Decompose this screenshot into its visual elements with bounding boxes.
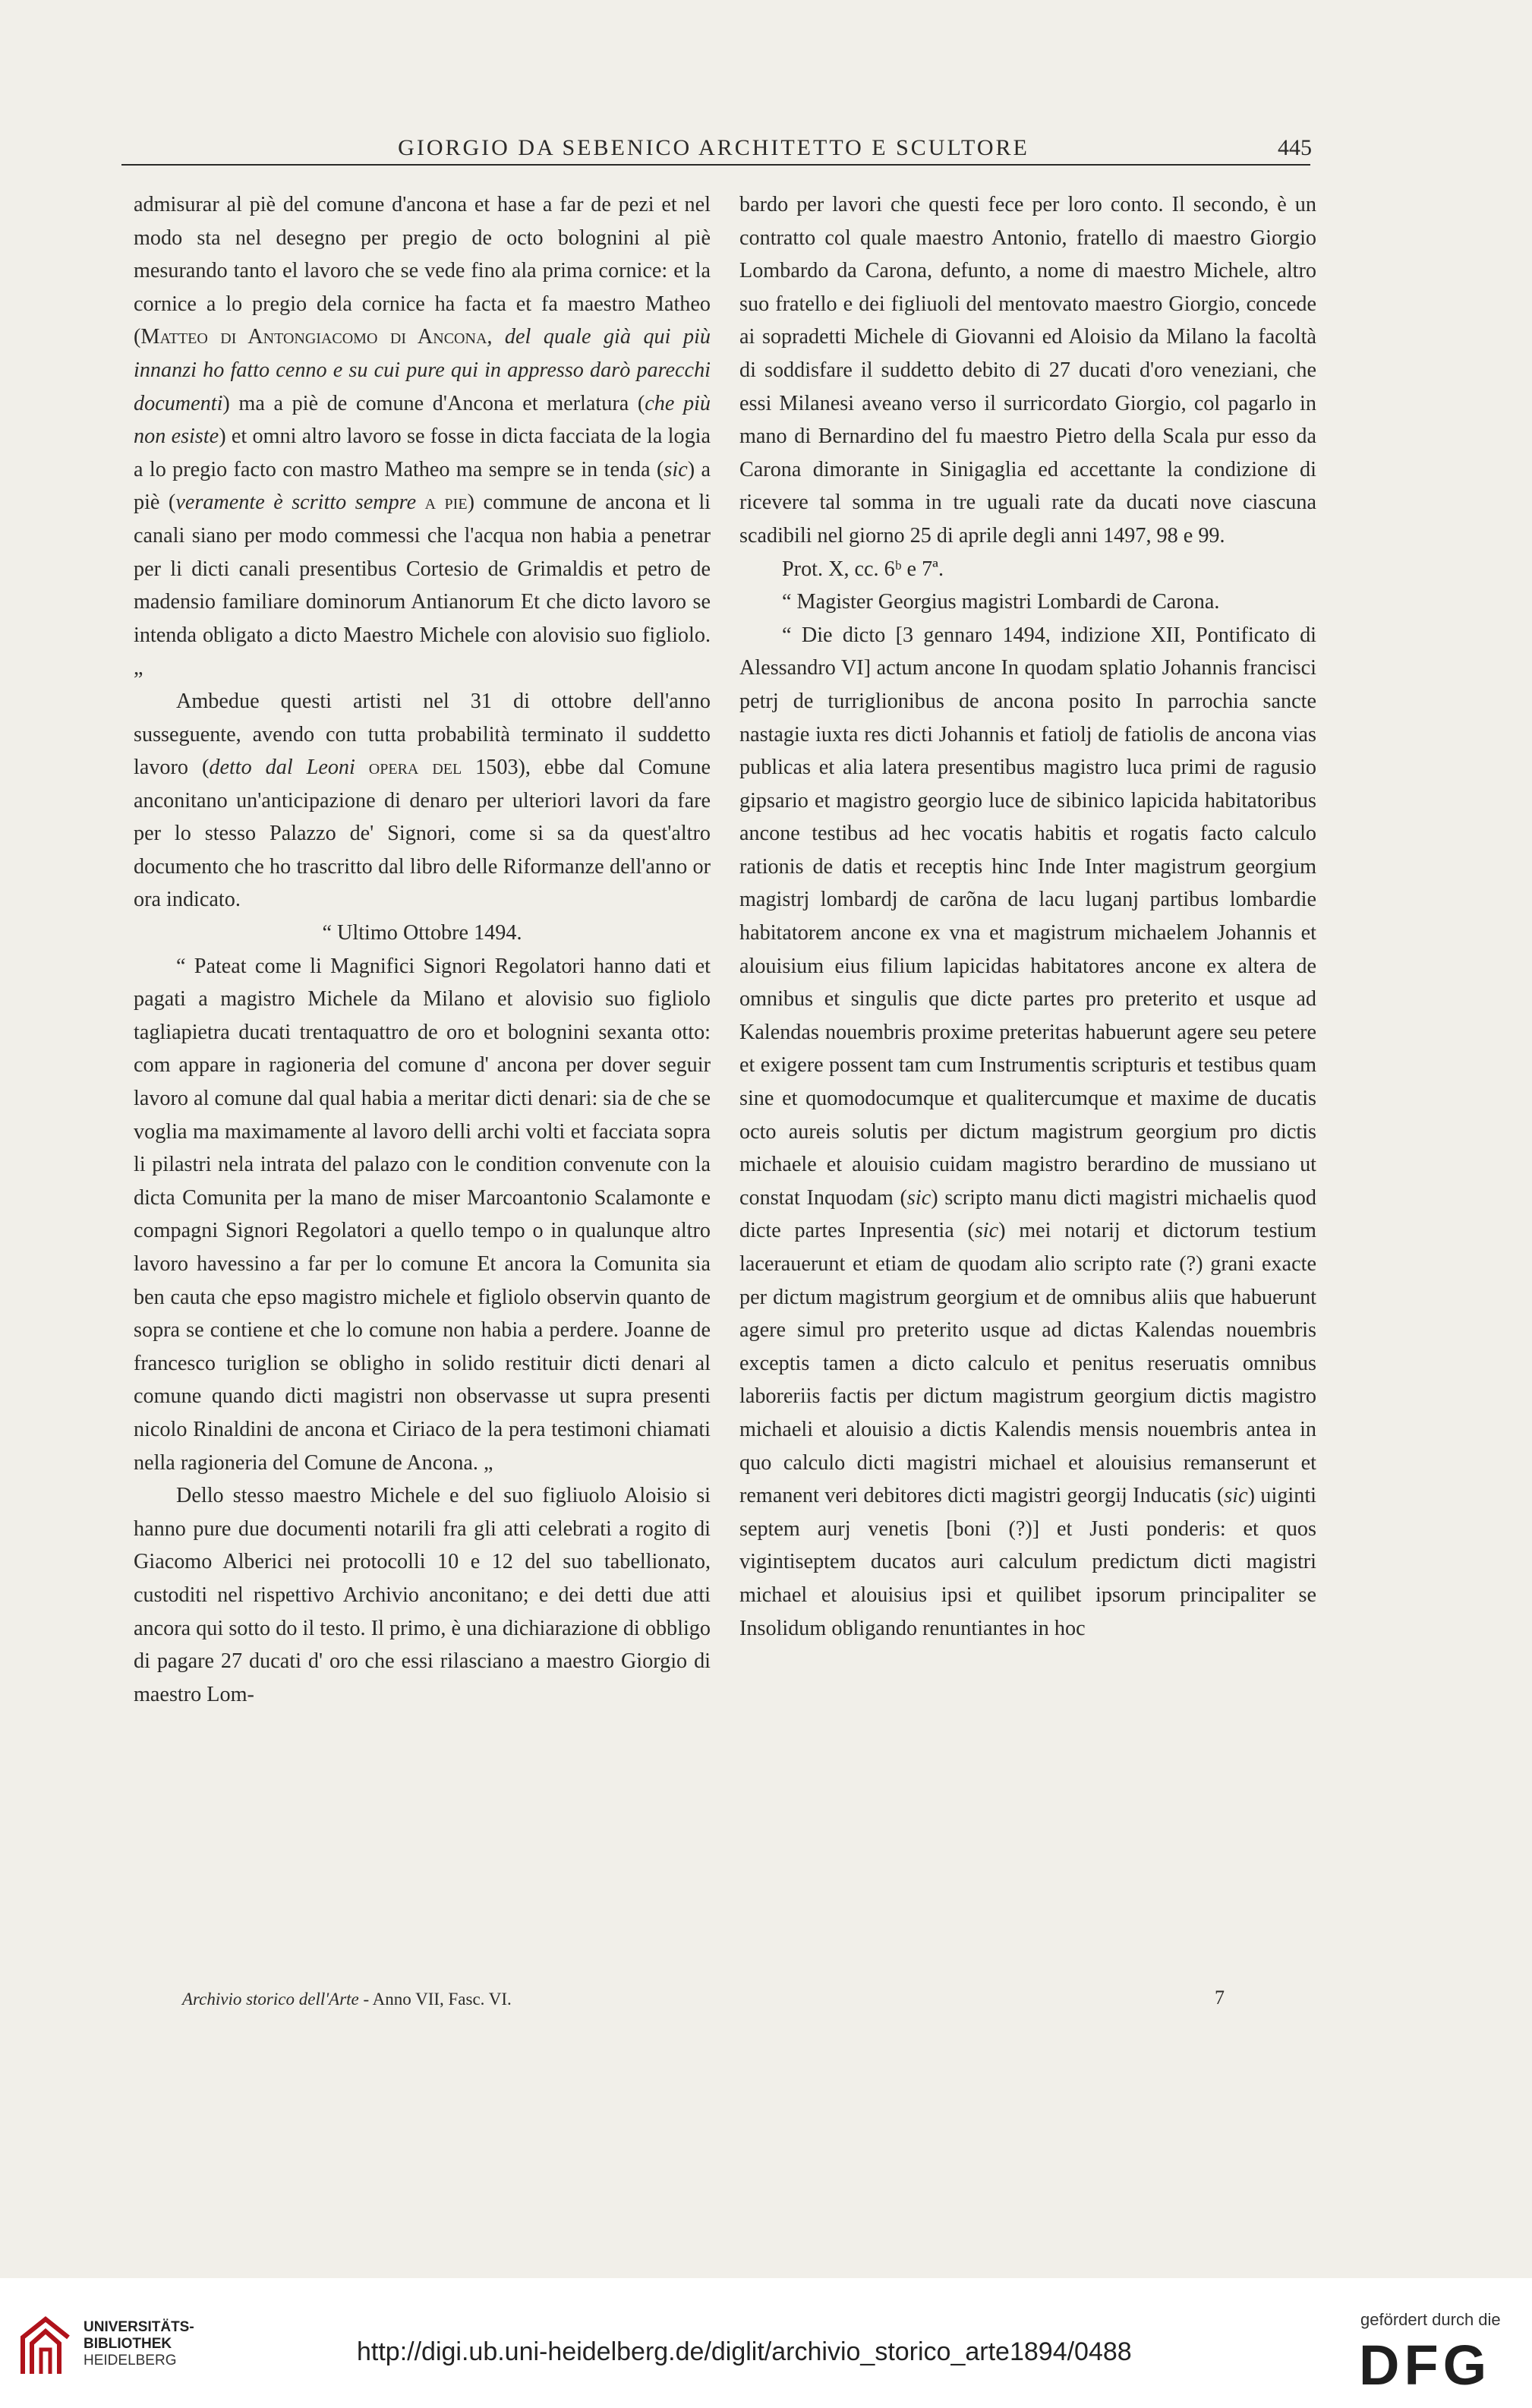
journal-footer: Archivio storico dell'Arte - Anno VII, Fasc. VI. xyxy=(182,1990,512,2009)
paragraph-reference: Prot. X, cc. 6ᵇ e 7ª. xyxy=(782,557,944,581)
dfg-logo: DFG xyxy=(1359,2334,1492,2397)
digitization-bar xyxy=(0,2278,1532,2408)
university-library-logo-icon xyxy=(18,2315,73,2378)
paragraph-heading: “ Magister Georgius magistri Lombardi de Carona. xyxy=(782,590,1220,614)
funded-by-label: gefördert durch die xyxy=(1360,2310,1501,2329)
paragraph: Ambedue questi artisti nel 31 di ottobre dell'anno susseguente, avendo con tutta probabilità terminato il suddetto lavoro (detto dal Leoni opera del 1503), ebbe dal Comune anconitano un'anticipazione di denaro per ulteriori lavori da fare per lo stesso Palazzo de' Signori, come si sa da quest'altro documento che ho trascritto dal libro delle Riformanze dell'anno or ora indicato. xyxy=(134,689,711,912)
signature-mark: 7 xyxy=(1215,1987,1225,2009)
running-title: GIORGIO DA SEBENICO ARCHITETTO E SCULTORE xyxy=(398,135,1029,160)
paragraph-date: “ Ultimo Ottobre 1494. xyxy=(322,921,522,945)
paragraph: Dello stesso maestro Michele e del suo figliuolo Aloisio si hanno pure due documenti notarili fra gli atti celebrati a rogito di Giacomo Alberici nei protocolli 10 e 12 del suo tabellionato, custoditi nel rispettivo Archivio anconitano; e dei detti due atti ancora qui sotto do il testo. Il primo, è una dichiarazione di obbligo di pagare 27 ducati d' oro che essi rilasciano a maestro Giorgio di maestro Lom- xyxy=(134,1484,711,1706)
header-rule xyxy=(121,164,1310,166)
right-column xyxy=(739,188,1316,1645)
library-name: UNIVERSITÄTS- BIBLIOTHEK HEIDELBERG xyxy=(84,2319,194,2369)
left-column xyxy=(134,188,711,1711)
paragraph-quote: “ Pateat come li Magnifici Signori Regolatori hanno dati et pagati a magistro Michele da Milano et alovisio suo figliolo tagliapietra ducati trentaquattro de oro et bolognini sexanta otto: com appare in ragioneria del comune d' ancona per dover seguir lavoro al comune dal qual habia a meritar dicti denari: sia de che se voglia ma maximamente al lavoro delli archi volti et facciata sopra li pilastri nela intrata del palazo con le condition convenute con la dicta Comunita per la mano de miser Marcoantonio Scalamonte e compagni Signori Regolatori a quello tempo o in qualunque altro lavoro havessino a far per lo comune Et ancora la Comunita sia ben cauta che epso magistro michele et figliolo observin quanto de sopra se contiene et che lo comune non habia a perdere. Joanne de francesco turiglion se obligho in solido restituir dicti denari al comune quando dicti magistri non observasse ut supra presenti nicolo Rinaldini de ancona et Ciriaco de la pera testimoni chiamati nella ragioneria del Comune de Ancona. „ xyxy=(134,954,711,1475)
paragraph-quote: “ Die dicto [3 gennaro 1494, indizione XII, Pontificato di Alessandro VI] actum ancone In quodam splatio Johannis francisci petrj de turriglionibus de ancona posito In parrochia sancte nastagie iuxta res dicti Johannis et fatiolj de fatiolis de ancona vias publicas et alia latera presentibus magistro luca primi de ragusio gipsario et magistro georgio luce de sibinico lapicida habitatoribus ancone testibus ad hec vocatis habitis et rogatis facto calculo rationis de datis et receptis hinc Inde Inter magistrum georgium magistrj lombardj de carõna de lacu luganj partibus lombardie habitatorem ancone ex vna et magistrum michaelem Johannis et alouisium eius filium lapicidas habitatores ancone ex altera de omnibus et singulis que dicte partes pro preterito et usque ad Kalendas nouembris proxime preteritas habuerunt agere seu petere et exigere possent tam cum Instrumentis scripturis et testibus quam sine et quomodocumque et qualitercumque et maxime de ducatis octo aureis solutis per dictum magistrum georgium pro dictis michaele et alouisio cuidam magistro berardino de mussiano ut constat Inquodam (sic) scripto manu dicti magistri michaelis quod dicte partes Inpresentia (sic) mei notarij et dictorum testium lacerauerunt et etiam de quodam alio scripto rate (?) grani exacte per dictum magistrum georgium et de omnibus aliis que habuerunt agere simul pro preterito usque ad dictas Kalendas nouembris exceptis tamen a dicto calculo et penitus reseruatis omnibus laboreriis factis per dictum magistrum georgium dictis magistro michaeli et alouisio a dictis Kalendis mensis nouembris antea in quo calculo dicti magistri michael et alouisius remanserunt et remanent veri debitores dicti magistri georgij Inducatis (sic) uiginti septem aurj venetis [boni (?)] et Justi ponderis: et quos vigintiseptem ducatos auri calculum predictum dicti magistri michael et alouisius ipsi et quilibet ipsorum principaliter se Insolidum obligando renuntiantes in hoc xyxy=(739,623,1316,1640)
paragraph: admisurar al piè del comune d'ancona et hase a far de pezi et nel modo sta nel desegno per pregio de octo bolognini al piè mesurando tanto el lavoro che se vede fino ala prima cornice: et la cornice a lo pregio dela cornice ha facta et fa maestro Matheo (Matteo di Antongiacomo di Ancona, del quale già qui più innanzi ho fatto cenno e su cui pure qui in appresso darò parecchi documenti) ma a piè de comune d'Ancona et merlatura (che più non esiste) et omni altro lavoro se fosse in dicta facciata de la logia a lo pregio facto con mastro Matheo ma sempre se in tenda (sic) a piè (veramente è scritto sempre a pie) commune de ancona et li canali siano per modo commessi che l'acqua non habia a penetrar per li dicti canali presentibus Cortesio de Grimaldis et petro de madensio familiare dominorum Antianorum Et che dicto lavoro se intenda obligato a dicto Maestro Michele con alovisio suo figliolo. „ xyxy=(134,193,711,680)
paragraph: bardo per lavori che questi fece per loro conto. Il secondo, è un contratto col quale maestro Antonio, fratello di maestro Giorgio Lombardo da Carona, defunto, a nome di maestro Michele, altro suo fratello e dei figliuoli del mentovato maestro Giorgio, concede ai sopradetti Michele di Giovanni ed Aloisio da Milano la facoltà di soddisfare il suddetto debito di 27 ducati d'oro veneziani, che essi Milanesi aveano verso il surricordato Giorgio, col pagarlo in mano di Bernardino del fu maestro Pietro della Scala pur esso da Carona dimorante in Sinigaglia ed accettante la condizione di ricevere tal somma in tre uguali rate da ducati nove ciascuna scadibili nel giorno 25 di aprile degli anni 1497, 98 e 99. xyxy=(739,193,1316,548)
page-number: 445 xyxy=(1278,135,1312,160)
source-url-link[interactable]: http://digi.ub.uni-heidelberg.de/diglit/archivio_storico_arte1894/0488 xyxy=(357,2337,1132,2366)
